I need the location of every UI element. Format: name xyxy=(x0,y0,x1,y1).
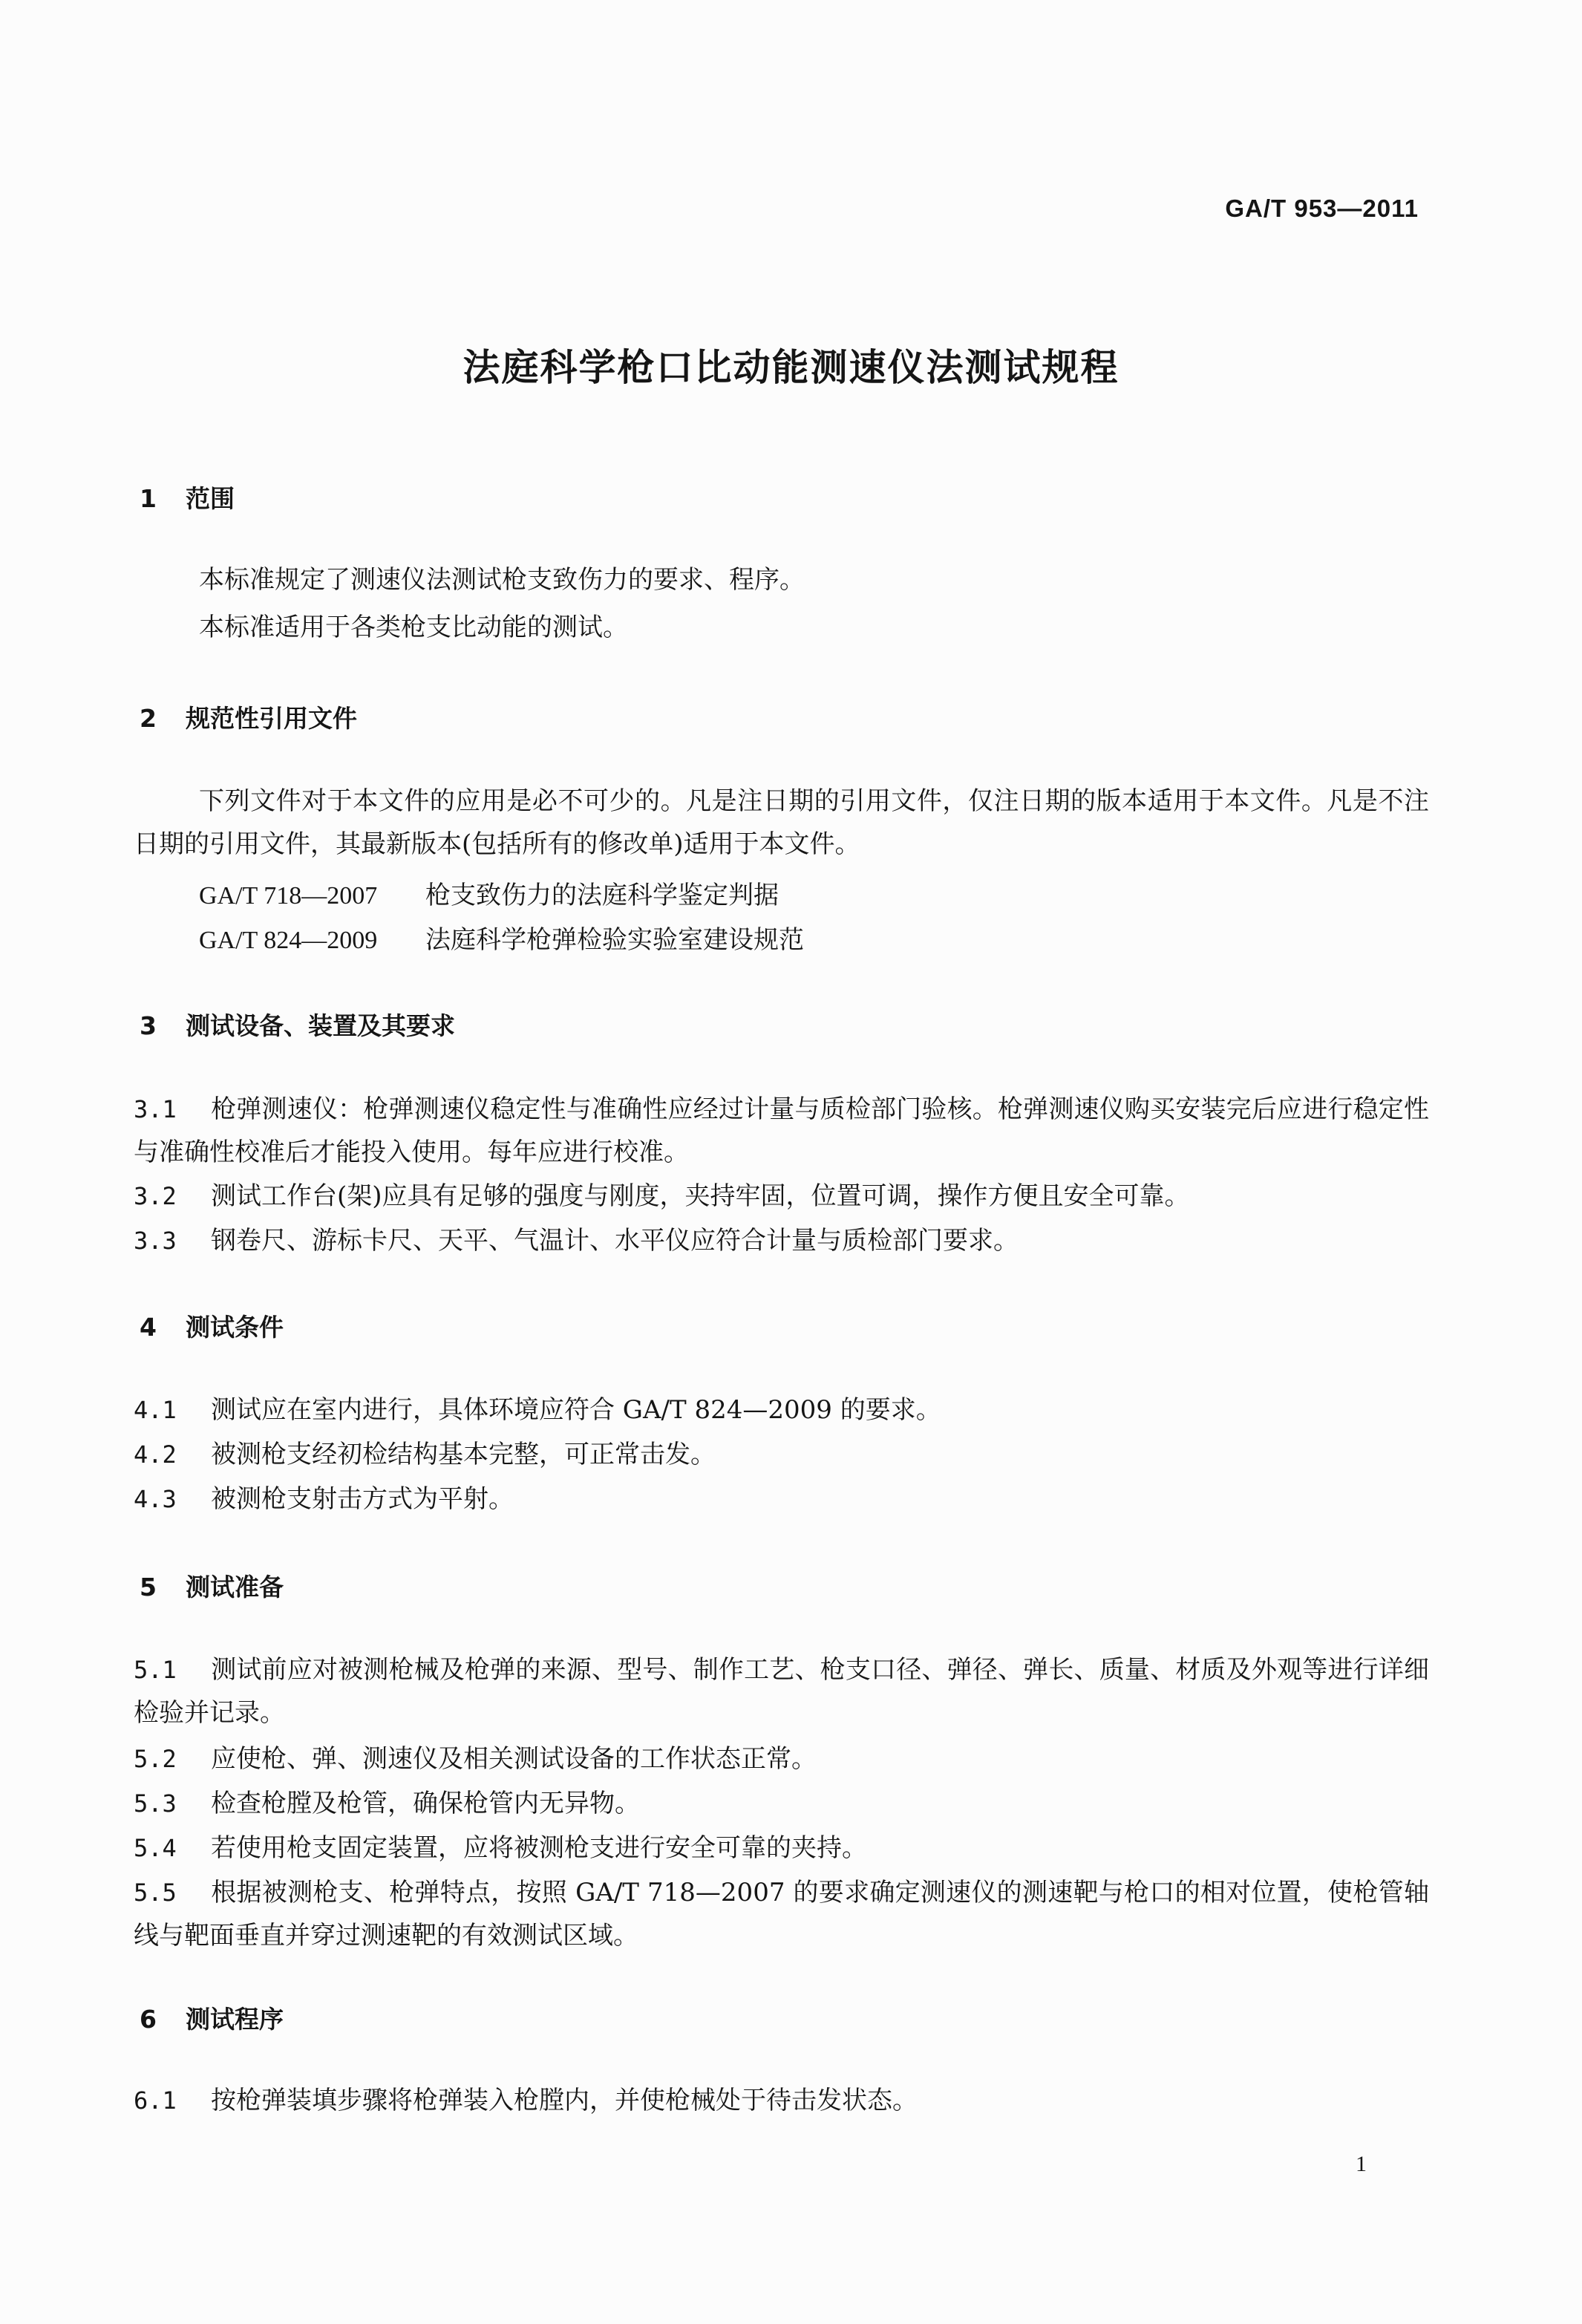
section-title: 规范性引用文件 xyxy=(186,704,357,733)
paragraph: 本标准适用于各类枪支比动能的测试。 xyxy=(199,613,628,642)
reference-title: 法庭科学枪弹检验实验室建设规范 xyxy=(425,925,804,955)
clause xyxy=(134,1871,1429,1957)
paragraph: 下列文件对于本文件的应用是必不可少的。凡是注日期的引用文件，仅注日期的版本适用于本文件。凡是不注日期的引用文件，其最新版本(包括所有的修改单)适用于本文件。 xyxy=(134,786,1429,859)
clause xyxy=(134,1648,1429,1734)
clause-number: 5.5 xyxy=(134,1879,177,1907)
reference-code: GA/T 824—2009 xyxy=(199,927,378,954)
clause-text: 枪弹测速仪：枪弹测速仪稳定性与准确性应经过计量与质检部门验核。枪弹测速仪购买安装完后应进行稳定性与准确性校准后才能投入使用。每年应进行校准。 xyxy=(134,1094,1429,1167)
clause-number: 3.1 xyxy=(134,1095,177,1123)
clause-number: 4.3 xyxy=(134,1485,177,1513)
reference-item xyxy=(199,875,779,911)
clause-text: 钢卷尺、游标卡尺、天平、气温计、水平仪应符合计量与质检部门要求。 xyxy=(211,1226,1019,1256)
paragraph: 本标准规定了测速仪法测试枪支致伤力的要求、程序。 xyxy=(199,565,805,595)
reference-title: 枪支致伤力的法庭科学鉴定判据 xyxy=(425,881,779,910)
section-heading-2 xyxy=(140,699,357,734)
section-heading-5 xyxy=(140,1568,284,1603)
clause-number: 3.2 xyxy=(134,1182,177,1210)
section-heading-4 xyxy=(140,1308,284,1343)
clause xyxy=(134,1219,1429,1262)
clause xyxy=(134,1175,1429,1218)
page-number: 1 xyxy=(1356,2152,1367,2176)
clause-text: 被测枪支经初检结构基本完整，可正常击发。 xyxy=(211,1440,716,1469)
clause-text: 被测枪支射击方式为平射。 xyxy=(211,1484,514,1514)
section-number: 1 xyxy=(140,484,157,513)
section-number: 3 xyxy=(140,1011,157,1040)
document-title: 法庭科学枪口比动能测速仪法测试规程 xyxy=(462,346,1120,389)
clause-number: 3.3 xyxy=(134,1227,177,1255)
clause-text: 检查枪膛及枪管，确保枪管内无异物。 xyxy=(211,1789,640,1818)
section-title: 测试设备、装置及其要求 xyxy=(186,1011,455,1040)
clause xyxy=(134,1088,1429,1174)
clause xyxy=(134,1827,1429,1870)
clause-text: 测试工作台(架)应具有足够的强度与刚度，夹持牢固，位置可调，操作方便且安全可靠。 xyxy=(211,1181,1190,1211)
reference-item xyxy=(199,919,804,956)
clause xyxy=(134,1782,1429,1825)
section-title: 测试条件 xyxy=(186,1313,284,1342)
clause-number: 4.1 xyxy=(134,1396,177,1424)
clause-text: 应使枪、弹、测速仪及相关测试设备的工作状态正常。 xyxy=(211,1744,817,1774)
section-title: 范围 xyxy=(186,484,235,513)
clause-number: 6.1 xyxy=(134,2086,177,2115)
clause-number: 5.2 xyxy=(134,1745,177,1773)
clause xyxy=(134,1433,1429,1476)
clause-number: 4.2 xyxy=(134,1440,177,1469)
clause xyxy=(134,1737,1429,1780)
clause-number: 5.1 xyxy=(134,1656,177,1684)
clause-number: 5.3 xyxy=(134,1789,177,1818)
clause-text: 根据被测枪支、枪弹特点，按照 GA/T 718—2007 的要求确定测速仪的测速靶与枪口的相对位置，使枪管轴线与靶面垂直并穿过测速靶的有效测试区域。 xyxy=(134,1878,1429,1951)
section-heading-6 xyxy=(140,2000,284,2035)
clause-text: 若使用枪支固定装置，应将被测枪支进行安全可靠的夹持。 xyxy=(211,1833,867,1863)
section-number: 6 xyxy=(140,2005,157,2034)
section-title: 测试准备 xyxy=(186,1573,284,1602)
clause-text: 测试应在室内进行，具体环境应符合 GA/T 824—2009 的要求。 xyxy=(211,1395,941,1425)
clause-number: 5.4 xyxy=(134,1834,177,1862)
reference-code: GA/T 718—2007 xyxy=(199,882,378,910)
section-number: 2 xyxy=(140,704,157,733)
clause-text: 按枪弹装填步骤将枪弹装入枪膛内，并使枪械处于待击发状态。 xyxy=(211,2086,918,2115)
clause xyxy=(134,2079,1429,2122)
standard-number: GA/T 953—2011 xyxy=(1225,195,1419,222)
section-number: 4 xyxy=(140,1313,157,1342)
clause xyxy=(134,1478,1429,1521)
section-heading-3 xyxy=(140,1007,455,1042)
section-title: 测试程序 xyxy=(186,2005,284,2034)
section-heading-1 xyxy=(140,480,235,515)
clause-text: 测试前应对被测枪械及枪弹的来源、型号、制作工艺、枪支口径、弹径、弹长、质量、材质及外观等进行详细检验并记录。 xyxy=(134,1655,1429,1728)
clause xyxy=(134,1388,1429,1432)
section-number: 5 xyxy=(140,1573,157,1602)
